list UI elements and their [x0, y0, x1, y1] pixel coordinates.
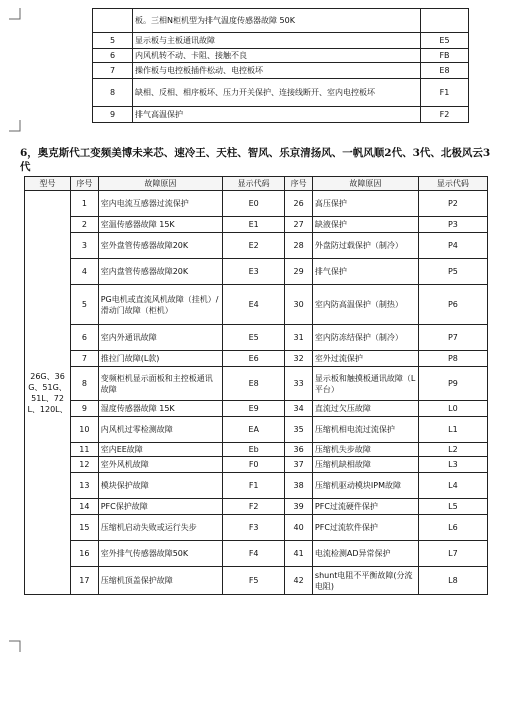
- col-header-reason: 故障原因: [98, 177, 222, 191]
- display-code: E8: [223, 367, 285, 401]
- row-number: 38: [285, 473, 313, 499]
- table-row: [25, 541, 488, 567]
- row-number: 36: [285, 443, 313, 457]
- row-number: 2: [71, 217, 99, 233]
- display-code: F2: [421, 107, 469, 123]
- fault-reason: PFC保护故障: [98, 499, 222, 515]
- fault-reason: 板。三相N柜机型为排气温度传感器故障 50K: [133, 9, 421, 33]
- row-number: 6: [71, 325, 99, 351]
- row-number: 9: [93, 107, 133, 123]
- row-number: 4: [71, 259, 99, 285]
- table-row: [93, 49, 469, 63]
- fault-code-table: [24, 176, 488, 595]
- fault-reason: 模块保护故障: [98, 473, 222, 499]
- display-code: L0: [418, 401, 487, 417]
- row-number: 40: [285, 515, 313, 541]
- table-row: [25, 259, 488, 285]
- display-code: P5: [418, 259, 487, 285]
- fault-reason: 直流过欠压故障: [312, 401, 418, 417]
- row-number: 16: [71, 541, 99, 567]
- row-number: 35: [285, 417, 313, 443]
- table-row: [25, 217, 488, 233]
- row-number: 39: [285, 499, 313, 515]
- display-code: P9: [418, 367, 487, 401]
- fault-reason: 室内电流互感器过流保护: [98, 191, 222, 217]
- display-code: P6: [418, 285, 487, 325]
- row-number: [93, 9, 133, 33]
- table-row: [25, 499, 488, 515]
- col-header-model: 型号: [25, 177, 71, 191]
- row-number: 33: [285, 367, 313, 401]
- display-code: P8: [418, 351, 487, 367]
- row-number: 12: [71, 457, 99, 473]
- fault-reason: 压缩机顶盖保护故障: [98, 567, 222, 595]
- row-number: 34: [285, 401, 313, 417]
- fault-reason: shunt电阻不平衡故障(分流电阻): [312, 567, 418, 595]
- table-row: [25, 191, 488, 217]
- row-number: 8: [71, 367, 99, 401]
- display-code: L6: [418, 515, 487, 541]
- fault-reason: 室内盘管传感器故障20K: [98, 259, 222, 285]
- fault-reason: 室内外通讯故障: [98, 325, 222, 351]
- display-code: P3: [418, 217, 487, 233]
- fault-reason: PFC过流硬件保护: [312, 499, 418, 515]
- row-number: 14: [71, 499, 99, 515]
- display-code: L8: [418, 567, 487, 595]
- fault-reason: 压缩机缺相故障: [312, 457, 418, 473]
- fault-reason: 室温传感器故障 15K: [98, 217, 222, 233]
- display-code: P2: [418, 191, 487, 217]
- display-code: E9: [223, 401, 285, 417]
- display-code: L4: [418, 473, 487, 499]
- display-code: P4: [418, 233, 487, 259]
- fault-reason: 缺相、反相、相序板坏、压力开关保护、连接线断开、室内电控板坏: [133, 79, 421, 107]
- fault-reason: 缺液保护: [312, 217, 418, 233]
- row-number: 7: [71, 351, 99, 367]
- fault-reason: 压缩机相电流过流保护: [312, 417, 418, 443]
- row-number: 13: [71, 473, 99, 499]
- display-code: F1: [223, 473, 285, 499]
- display-code: [421, 9, 469, 33]
- row-number: 9: [71, 401, 99, 417]
- fault-reason: 室外排气传感器故障50K: [98, 541, 222, 567]
- table-row: [93, 33, 469, 49]
- table-row: [25, 325, 488, 351]
- row-number: 30: [285, 285, 313, 325]
- row-number: 32: [285, 351, 313, 367]
- display-code: F3: [223, 515, 285, 541]
- table-row: [25, 443, 488, 457]
- display-code: F4: [223, 541, 285, 567]
- table-row: [25, 367, 488, 401]
- fault-reason: 湿度传感器故障 15K: [98, 401, 222, 417]
- row-number: 26: [285, 191, 313, 217]
- fault-reason: 内风机过零检测故障: [98, 417, 222, 443]
- display-code: F2: [223, 499, 285, 515]
- fault-reason: 排气保护: [312, 259, 418, 285]
- fault-reason: PFC过流软件保护: [312, 515, 418, 541]
- fault-reason: 排气高温保护: [133, 107, 421, 123]
- fault-reason: 显示板与主板通讯故障: [133, 33, 421, 49]
- col-header-code: 显示代码: [418, 177, 487, 191]
- fault-reason: 室外盘管传感器故障20K: [98, 233, 222, 259]
- table-row: [25, 417, 488, 443]
- fault-reason: 压缩机驱动模块IPM故障: [312, 473, 418, 499]
- table-row: [93, 107, 469, 123]
- display-code: P7: [418, 325, 487, 351]
- row-number: 41: [285, 541, 313, 567]
- fault-reason: 操作板与电控板插件松动、电控板坏: [133, 63, 421, 79]
- fault-reason: 外盘防过载保护（制冷）: [312, 233, 418, 259]
- display-code: E3: [223, 259, 285, 285]
- table-row: [93, 63, 469, 79]
- row-number: 3: [71, 233, 99, 259]
- display-code: E5: [223, 325, 285, 351]
- section-heading: 6，奥克斯代工变频美博未来芯、速冷王、天柱、智风、乐京清扬风、一帆风顺2代、3代、北极风云3代: [20, 147, 491, 173]
- row-number: 28: [285, 233, 313, 259]
- display-code: E6: [223, 351, 285, 367]
- display-code: E0: [223, 191, 285, 217]
- display-code: FB: [421, 49, 469, 63]
- table-row: [25, 515, 488, 541]
- row-number: 17: [71, 567, 99, 595]
- fault-reason: 室内EE故障: [98, 443, 222, 457]
- row-number: 7: [93, 63, 133, 79]
- fault-reason: 室外过流保护: [312, 351, 418, 367]
- fault-table-continued: [92, 8, 469, 123]
- corner-mark: [9, 8, 21, 20]
- display-code: L1: [418, 417, 487, 443]
- fault-reason: PG电机或直流风机故障（挂机）/滑动门故障（柜机）: [98, 285, 222, 325]
- col-header-reason: 故障原因: [312, 177, 418, 191]
- row-number: 37: [285, 457, 313, 473]
- fault-reason: 电流检测AD异常保护: [312, 541, 418, 567]
- col-header-number: 序号: [71, 177, 99, 191]
- display-code: E5: [421, 33, 469, 49]
- row-number: 5: [93, 33, 133, 49]
- display-code: L3: [418, 457, 487, 473]
- row-number: 29: [285, 259, 313, 285]
- display-code: E1: [223, 217, 285, 233]
- display-code: F5: [223, 567, 285, 595]
- display-code: F1: [421, 79, 469, 107]
- display-code: E4: [223, 285, 285, 325]
- table-row: [25, 233, 488, 259]
- fault-reason: 高压保护: [312, 191, 418, 217]
- fault-reason: 压缩机失步故障: [312, 443, 418, 457]
- display-code: E8: [421, 63, 469, 79]
- corner-mark: [9, 120, 21, 132]
- header-row: [25, 177, 488, 191]
- table-row: [25, 457, 488, 473]
- display-code: E2: [223, 233, 285, 259]
- display-code: L2: [418, 443, 487, 457]
- display-code: L5: [418, 499, 487, 515]
- row-number: 11: [71, 443, 99, 457]
- table-row: [93, 79, 469, 107]
- fault-reason: 显示板和触摸板通讯故障（L平台）: [312, 367, 418, 401]
- display-code: Eb: [223, 443, 285, 457]
- fault-reason: 室内防高温保护（制热）: [312, 285, 418, 325]
- row-number: 31: [285, 325, 313, 351]
- fault-reason: 室内防冻结保护（制冷）: [312, 325, 418, 351]
- fault-reason: 室外风机故障: [98, 457, 222, 473]
- row-number: 1: [71, 191, 99, 217]
- row-number: 8: [93, 79, 133, 107]
- display-code: L7: [418, 541, 487, 567]
- table-row: [25, 285, 488, 325]
- fault-reason: 变频柜机显示面板和主控板通讯故障: [98, 367, 222, 401]
- table-row: [93, 9, 469, 33]
- table-row: [25, 401, 488, 417]
- row-number: 6: [93, 49, 133, 63]
- row-number: 27: [285, 217, 313, 233]
- fault-reason: 压缩机启动失败或运行失步: [98, 515, 222, 541]
- row-number: 5: [71, 285, 99, 325]
- col-header-code: 显示代码: [223, 177, 285, 191]
- table-row: [25, 473, 488, 499]
- table-row: [25, 351, 488, 367]
- table-row: [25, 567, 488, 595]
- row-number: 15: [71, 515, 99, 541]
- col-header-number: 序号: [285, 177, 313, 191]
- row-number: 42: [285, 567, 313, 595]
- fault-reason: 内风机转不动、卡阻、接触不良: [133, 49, 421, 63]
- fault-reason: 推拉门故障(L款): [98, 351, 222, 367]
- display-code: F0: [223, 457, 285, 473]
- display-code: EA: [223, 417, 285, 443]
- model-list: 26G、36G、51G、51L、72L、120L、: [25, 191, 71, 595]
- corner-mark: [9, 640, 21, 652]
- row-number: 10: [71, 417, 99, 443]
